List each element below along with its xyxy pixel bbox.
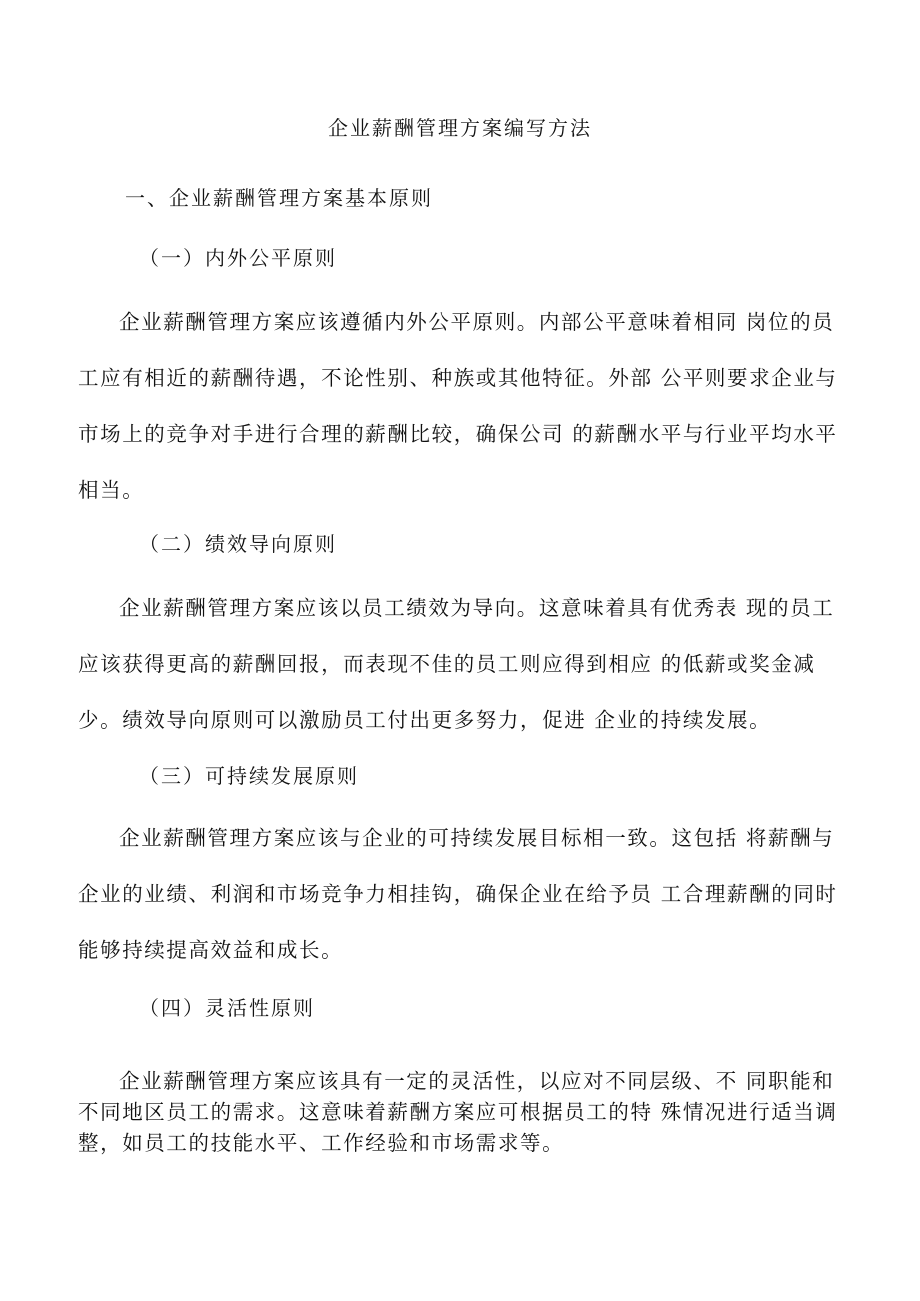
paragraph-3: 企业薪酬管理方案应该与企业的可持续发展目标相一致。这包括 将薪酬与企业的业绩、利润和市场竞争力相挂钩，确保企业在给予员 工合理薪酬的同时能够持续提高效益和成长。 <box>78 826 838 962</box>
subsection-heading-3: （三）可持续发展原则 <box>139 764 359 788</box>
subsection-heading-1: （一）内外公平原则 <box>139 246 337 270</box>
subsection-heading-4: （四）灵活性原则 <box>139 996 315 1020</box>
paragraph-1: 企业薪酬管理方案应该遵循内外公平原则。内部公平意味着相同 岗位的员工应有相近的薪酬待遇，不论性别、种族或其他特征。外部 公平则要求企业与市场上的竞争对手进行合理的薪酬比较，确保公司 的薪酬水平与行业平均水平相当。 <box>78 310 838 502</box>
paragraph-4: 企业薪酬管理方案应该具有一定的灵活性，以应对不同层级、不 同职能和不同地区员工的需求。这意味着薪酬方案应可根据员工的特 殊情况进行适当调整，如员工的技能水平、工作经验和市场需求等。 <box>78 1069 838 1155</box>
subsection-heading-2: （二）绩效导向原则 <box>139 532 337 556</box>
document-title: 企业薪酬管理方案编写方法 <box>328 116 592 140</box>
paragraph-2: 企业薪酬管理方案应该以员工绩效为导向。这意味着具有优秀表 现的员工应该获得更高的薪酬回报，而表现不佳的员工则应得到相应 的低薪或奖金减少。绩效导向原则可以激励员工付出更多努力，促进 企业的持续发展。 <box>78 596 835 732</box>
section-heading: 一、企业薪酬管理方案基本原则 <box>125 186 433 210</box>
